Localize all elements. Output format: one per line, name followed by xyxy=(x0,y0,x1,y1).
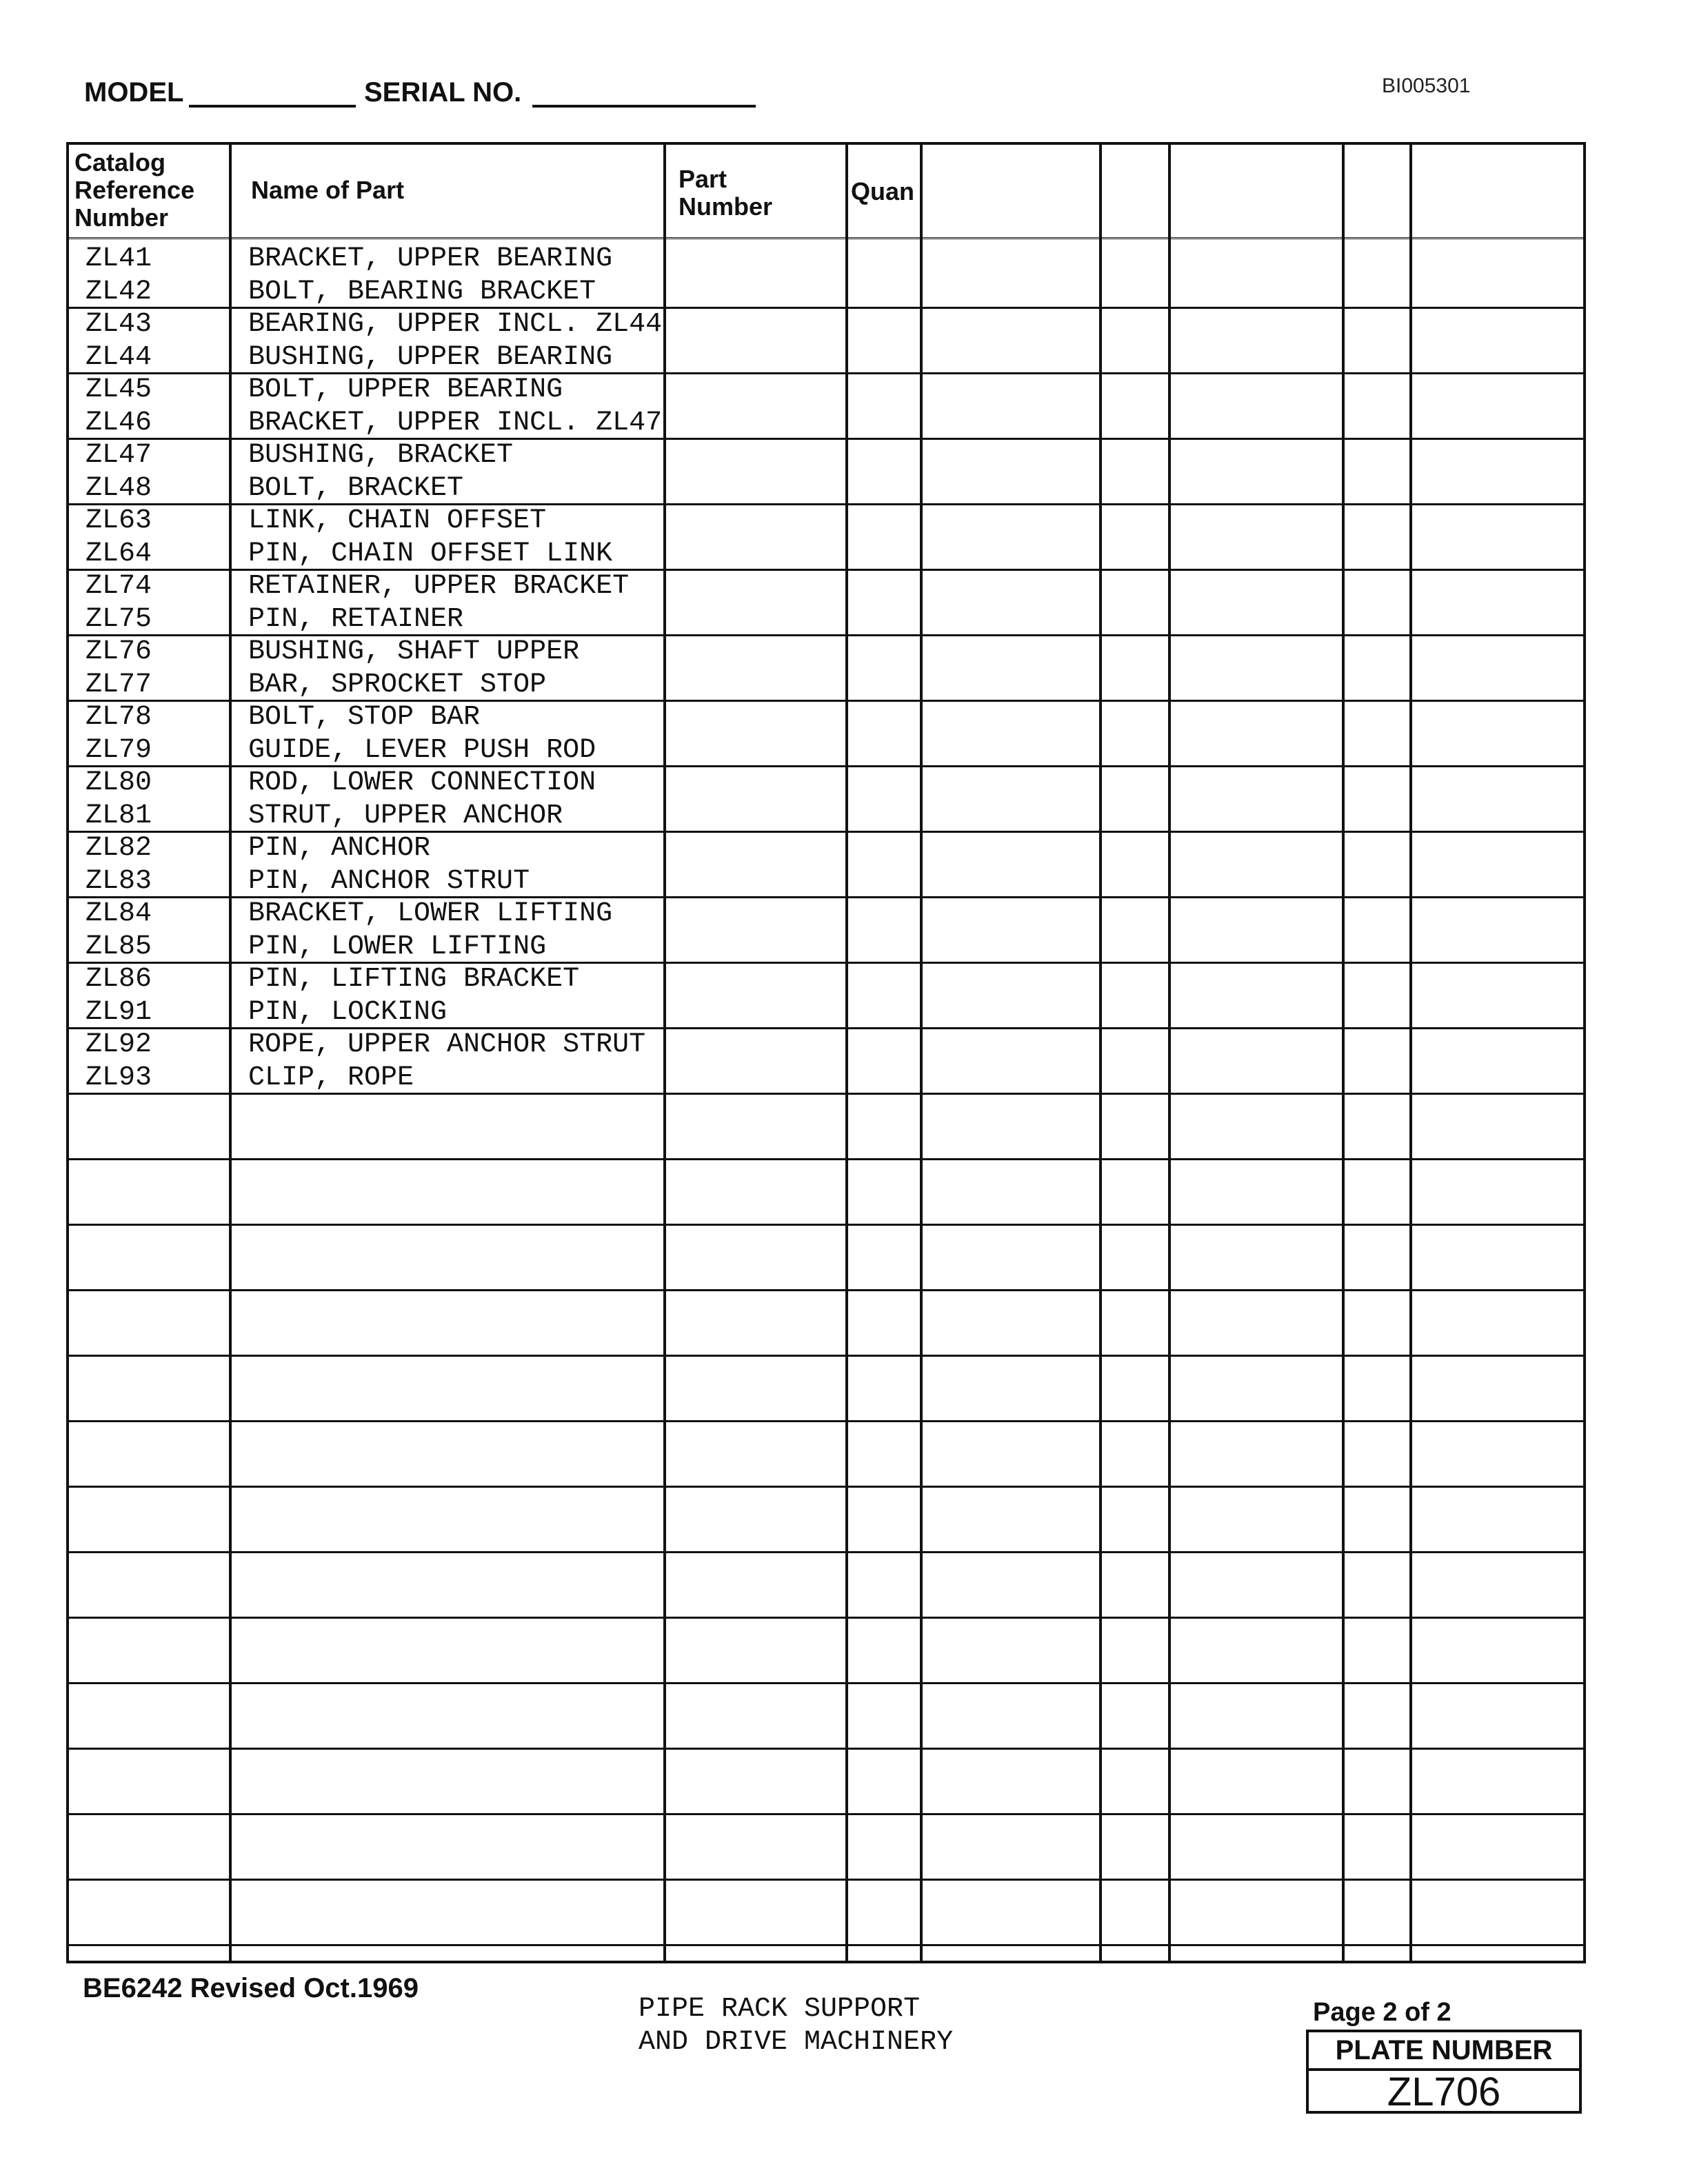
catalog-reference-cell: ZL76 xyxy=(86,636,152,667)
part-name-cell: PIN, CHAIN OFFSET LINK xyxy=(248,538,613,569)
part-name-cell: BEARING, UPPER INCL. ZL44 xyxy=(248,309,663,340)
catalog-reference-cell: ZL85 xyxy=(86,931,152,962)
part-name-cell: PIN, ANCHOR STRUT xyxy=(248,865,530,897)
model-label: MODEL xyxy=(84,77,184,108)
column-divider xyxy=(1409,145,1412,1961)
catalog-reference-cell: ZL44 xyxy=(86,341,152,373)
row-divider xyxy=(69,1486,1583,1488)
column-divider xyxy=(920,145,923,1961)
header-line: Catalog xyxy=(74,148,166,176)
row-divider xyxy=(69,765,1583,767)
row-divider xyxy=(69,896,1583,898)
row-divider xyxy=(69,1748,1583,1750)
catalog-reference-cell: ZL84 xyxy=(86,898,152,929)
serial-number-blank-line xyxy=(532,105,756,108)
row-divider xyxy=(69,831,1583,833)
column-divider xyxy=(845,145,848,1961)
row-divider xyxy=(69,1158,1583,1160)
part-name-cell: LINK, CHAIN OFFSET xyxy=(248,505,547,536)
row-divider xyxy=(69,1682,1583,1684)
header-line: Part xyxy=(679,165,727,193)
catalog-reference-cell: ZL81 xyxy=(86,800,152,831)
column-divider xyxy=(1099,145,1102,1961)
catalog-reference-cell: ZL43 xyxy=(86,309,152,340)
row-divider xyxy=(69,1944,1583,1946)
catalog-reference-cell: ZL64 xyxy=(86,538,152,569)
part-name-cell: PIN, LIFTING BRACKET xyxy=(248,964,580,995)
part-name-cell: PIN, LOCKING xyxy=(248,996,448,1028)
column-divider xyxy=(1342,145,1345,1961)
row-divider xyxy=(69,372,1583,374)
part-name-cell: RETAINER, UPPER BRACKET xyxy=(248,571,630,602)
column-divider xyxy=(229,145,232,1961)
catalog-reference-cell: ZL63 xyxy=(86,505,152,536)
row-divider xyxy=(69,307,1583,309)
row-divider xyxy=(69,569,1583,571)
part-name-cell: BRACKET, UPPER BEARING xyxy=(248,243,613,274)
part-name-cell: BUSHING, SHAFT UPPER xyxy=(248,636,580,667)
row-divider xyxy=(69,1093,1583,1095)
part-name-cell: STRUT, UPPER ANCHOR xyxy=(248,800,563,831)
catalog-reference-cell: ZL78 xyxy=(86,702,152,733)
row-divider xyxy=(69,700,1583,702)
catalog-reference-cell: ZL80 xyxy=(86,767,152,798)
catalog-reference-cell: ZL47 xyxy=(86,440,152,471)
part-name-cell: BOLT, BRACKET xyxy=(248,472,464,504)
row-divider xyxy=(69,438,1583,440)
row-divider xyxy=(69,503,1583,505)
part-name-cell: BRACKET, UPPER INCL. ZL47 xyxy=(248,407,663,438)
parts-table xyxy=(66,142,1586,1963)
catalog-reference-cell: ZL48 xyxy=(86,472,152,504)
part-name-cell: BUSHING, BRACKET xyxy=(248,440,514,471)
plate-number-label: PLATE NUMBER xyxy=(1309,2032,1579,2071)
catalog-reference-cell: ZL86 xyxy=(86,964,152,995)
plate-title-line-2: AND DRIVE MACHINERY xyxy=(639,2027,954,2058)
plate-number-box xyxy=(1306,2030,1582,2114)
catalog-reference-cell: ZL83 xyxy=(86,865,152,897)
row-divider xyxy=(69,962,1583,964)
catalog-reference-cell: ZL42 xyxy=(86,276,152,307)
column-divider xyxy=(663,145,666,1961)
row-divider xyxy=(69,1617,1583,1619)
catalog-reference-cell: ZL46 xyxy=(86,407,152,438)
model-blank-line xyxy=(189,105,356,108)
part-name-cell: BOLT, STOP BAR xyxy=(248,702,481,733)
part-name-cell: CLIP, ROPE xyxy=(248,1062,414,1093)
row-divider xyxy=(69,1420,1583,1422)
part-name-cell: ROPE, UPPER ANCHOR STRUT xyxy=(248,1029,646,1060)
catalog-reference-cell: ZL41 xyxy=(86,243,152,274)
column-header-catalog-reference xyxy=(74,149,194,232)
column-divider xyxy=(1168,145,1171,1961)
part-name-cell: GUIDE, LEVER PUSH ROD xyxy=(248,734,596,766)
catalog-reference-cell: ZL45 xyxy=(86,374,152,405)
catalog-reference-cell: ZL91 xyxy=(86,996,152,1028)
column-header-part-number xyxy=(679,165,772,221)
part-name-cell: BOLT, BEARING BRACKET xyxy=(248,276,596,307)
part-name-cell: BRACKET, LOWER LIFTING xyxy=(248,898,613,929)
row-divider xyxy=(69,1027,1583,1029)
page-indicator: Page 2 of 2 xyxy=(1313,1998,1451,2027)
row-divider xyxy=(69,1224,1583,1226)
catalog-reference-cell: ZL92 xyxy=(86,1029,152,1060)
row-divider xyxy=(69,1879,1583,1881)
catalog-reference-cell: ZL93 xyxy=(86,1062,152,1093)
plate-number-value: ZL706 xyxy=(1387,2070,1501,2114)
part-name-cell: BAR, SPROCKET STOP xyxy=(248,669,547,700)
serial-number-label: SERIAL NO. xyxy=(364,77,522,108)
catalog-reference-cell: ZL74 xyxy=(86,571,152,602)
column-header-name-of-part: Name of Part xyxy=(251,176,405,204)
column-header-quantity: Quan xyxy=(851,177,915,205)
header-divider xyxy=(69,237,1583,243)
part-name-cell: PIN, RETAINER xyxy=(248,603,464,635)
row-divider xyxy=(69,1289,1583,1291)
header-line: Number xyxy=(74,203,169,232)
part-name-cell: ROD, LOWER CONNECTION xyxy=(248,767,596,798)
part-name-cell: PIN, LOWER LIFTING xyxy=(248,931,547,962)
part-name-cell: BUSHING, UPPER BEARING xyxy=(248,341,613,373)
catalog-reference-cell: ZL77 xyxy=(86,669,152,700)
row-divider xyxy=(69,1551,1583,1553)
row-divider xyxy=(69,1355,1583,1357)
catalog-reference-cell: ZL79 xyxy=(86,734,152,766)
row-divider xyxy=(69,634,1583,636)
part-name-cell: PIN, ANCHOR xyxy=(248,833,431,864)
form-revision: BE6242 Revised Oct.1969 xyxy=(83,1973,419,2003)
plate-title-line-1: PIPE RACK SUPPORT xyxy=(639,1994,921,2025)
part-name-cell: BOLT, UPPER BEARING xyxy=(248,374,563,405)
header-line: Number xyxy=(679,192,773,221)
catalog-reference-cell: ZL82 xyxy=(86,833,152,864)
document-code: BI005301 xyxy=(1382,74,1471,97)
catalog-reference-cell: ZL75 xyxy=(86,603,152,635)
header-line: Reference xyxy=(74,176,195,204)
row-divider xyxy=(69,1813,1583,1815)
